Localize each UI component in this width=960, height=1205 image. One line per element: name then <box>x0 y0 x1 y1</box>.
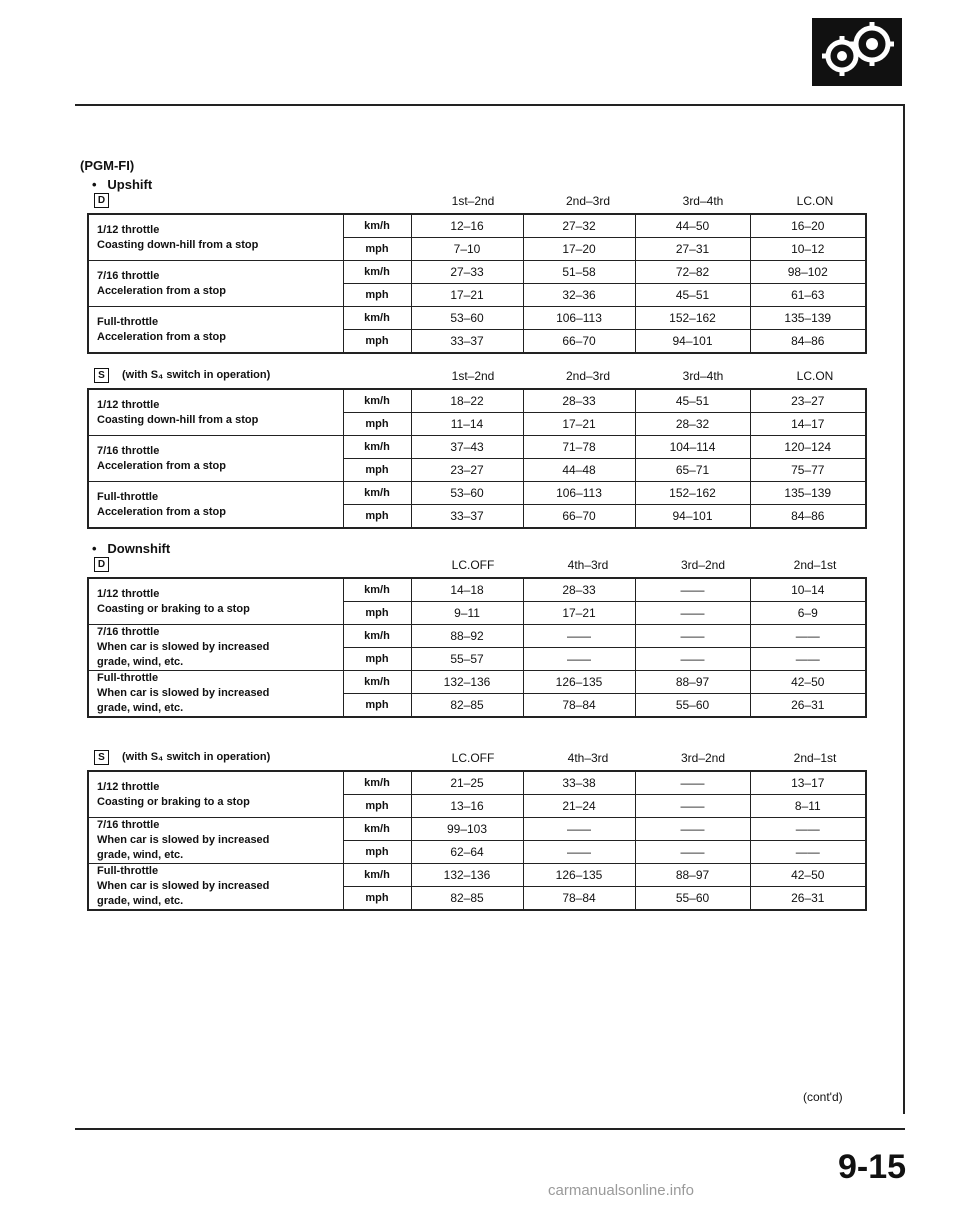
mode-indicator-box: D <box>94 193 109 208</box>
condition-line: Acceleration from a stop <box>97 330 226 343</box>
unit-cell: mph <box>343 887 411 911</box>
speed-cell: 44–48 <box>523 459 635 482</box>
speed-cell: —— <box>523 625 635 648</box>
mode-indicator-box: D <box>94 557 109 572</box>
unit-cell: km/h <box>343 307 411 330</box>
unit-cell: mph <box>343 505 411 529</box>
speed-cell: 27–33 <box>411 261 523 284</box>
speed-cell: 14–18 <box>411 578 523 602</box>
speed-cell: 10–14 <box>750 578 866 602</box>
condition-line: Full-throttle <box>97 490 159 503</box>
table-row <box>88 818 866 841</box>
speed-cell: 55–60 <box>635 694 750 718</box>
shift-speed-table <box>87 770 867 911</box>
speed-cell: 132–136 <box>411 671 523 694</box>
speed-cell: 61–63 <box>750 284 866 307</box>
unit-cell: mph <box>343 284 411 307</box>
condition-line: 1/12 throttle <box>97 223 160 236</box>
speed-cell: 28–33 <box>523 389 635 413</box>
table-row <box>88 307 866 330</box>
speed-cell: 98–102 <box>750 261 866 284</box>
speed-cell: 42–50 <box>750 671 866 694</box>
mode-indicator-box: S <box>94 368 109 383</box>
shift-section-label: • Downshift <box>92 541 171 556</box>
speed-cell: 17–21 <box>523 413 635 436</box>
unit-cell: km/h <box>343 214 411 238</box>
unit-cell: km/h <box>343 671 411 694</box>
condition-line: grade, wind, etc. <box>97 702 184 714</box>
speed-cell: 65–71 <box>635 459 750 482</box>
shift-column-header: 2nd–3rd <box>565 369 611 383</box>
unit-cell: mph <box>343 238 411 261</box>
speed-cell: 27–31 <box>635 238 750 261</box>
speed-cell: 66–70 <box>523 505 635 529</box>
continued-note: (cont'd) <box>803 1090 843 1104</box>
condition-line: Coasting down-hill from a stop <box>97 238 259 251</box>
shift-column-header: LC.OFF <box>451 558 495 572</box>
condition-line: Coasting or braking to a stop <box>97 602 250 615</box>
shift-speed-table <box>87 213 867 354</box>
speed-cell: —— <box>635 818 750 841</box>
condition-line: 7/16 throttle <box>97 626 160 638</box>
speed-cell: 23–27 <box>750 389 866 413</box>
unit-cell: mph <box>343 694 411 718</box>
unit-cell: mph <box>343 602 411 625</box>
speed-cell: 37–43 <box>411 436 523 459</box>
condition-cell <box>88 625 343 671</box>
speed-cell: 75–77 <box>750 459 866 482</box>
shift-section-text: Downshift <box>107 541 171 556</box>
speed-cell: 21–25 <box>411 771 523 795</box>
right-rule <box>903 104 905 1114</box>
unit-cell: mph <box>343 330 411 354</box>
speed-cell: 21–24 <box>523 795 635 818</box>
shift-column-header: 2nd–3rd <box>565 194 611 208</box>
condition-cell <box>88 482 343 529</box>
condition-cell <box>88 436 343 482</box>
table-row <box>88 436 866 459</box>
shift-column-header: LC.OFF <box>451 751 495 765</box>
speed-cell: 53–60 <box>411 482 523 505</box>
speed-cell: 45–51 <box>635 389 750 413</box>
unit-cell: mph <box>343 795 411 818</box>
speed-cell: —— <box>635 578 750 602</box>
shift-column-header: 4th–3rd <box>567 558 609 572</box>
top-rule <box>75 104 905 106</box>
speed-cell: 13–17 <box>750 771 866 795</box>
unit-cell: km/h <box>343 436 411 459</box>
unit-cell: mph <box>343 413 411 436</box>
condition-cell <box>88 818 343 864</box>
shift-speed-table <box>87 577 867 718</box>
speed-cell: 99–103 <box>411 818 523 841</box>
condition-line: When car is slowed by increased <box>97 880 270 892</box>
condition-cell <box>88 771 343 818</box>
speed-cell: 88–97 <box>635 671 750 694</box>
speed-cell: 17–21 <box>523 602 635 625</box>
speed-cell: —— <box>523 648 635 671</box>
shift-column-header: LC.ON <box>796 194 834 208</box>
unit-cell: mph <box>343 841 411 864</box>
speed-cell: 126–135 <box>523 671 635 694</box>
speed-cell: 16–20 <box>750 214 866 238</box>
condition-cell <box>88 307 343 354</box>
speed-cell: —— <box>750 818 866 841</box>
speed-cell: 94–101 <box>635 505 750 529</box>
speed-cell: 13–16 <box>411 795 523 818</box>
mode-note: (with S₄ switch in operation) <box>122 369 271 381</box>
condition-line: When car is slowed by increased <box>97 834 270 846</box>
shift-column-header: 1st–2nd <box>451 369 495 383</box>
speed-cell: 66–70 <box>523 330 635 354</box>
condition-cell <box>88 864 343 911</box>
speed-cell: 32–36 <box>523 284 635 307</box>
shift-section-text: Upshift <box>107 177 153 192</box>
condition-line: Acceleration from a stop <box>97 459 226 472</box>
speed-cell: —— <box>750 841 866 864</box>
shift-column-header: 3rd–2nd <box>680 558 726 572</box>
speed-cell: 26–31 <box>750 887 866 911</box>
condition-cell <box>88 214 343 261</box>
speed-cell: 88–92 <box>411 625 523 648</box>
speed-cell: 9–11 <box>411 602 523 625</box>
speed-cell: —— <box>750 625 866 648</box>
mode-header-row <box>88 368 864 386</box>
speed-cell: 27–32 <box>523 214 635 238</box>
shift-section-label: • Upshift <box>92 177 153 192</box>
condition-line: 7/16 throttle <box>97 444 160 457</box>
speed-cell: —— <box>635 625 750 648</box>
condition-line: Acceleration from a stop <box>97 505 226 518</box>
condition-line: Full-throttle <box>97 315 159 328</box>
unit-cell: mph <box>343 459 411 482</box>
speed-cell: 33–37 <box>411 505 523 529</box>
speed-cell: 72–82 <box>635 261 750 284</box>
condition-line: grade, wind, etc. <box>97 849 184 861</box>
speed-cell: —— <box>523 841 635 864</box>
speed-cell: 106–113 <box>523 307 635 330</box>
shift-column-header: 3rd–2nd <box>680 751 726 765</box>
section-label: (PGM-FI) <box>80 158 135 173</box>
shift-column-header: 3rd–4th <box>682 369 724 383</box>
speed-cell: 6–9 <box>750 602 866 625</box>
speed-cell: 8–11 <box>750 795 866 818</box>
speed-cell: 104–114 <box>635 436 750 459</box>
speed-cell: 84–86 <box>750 330 866 354</box>
speed-cell: 82–85 <box>411 694 523 718</box>
unit-cell: km/h <box>343 864 411 887</box>
unit-cell: mph <box>343 648 411 671</box>
speed-cell: —— <box>523 818 635 841</box>
table-row <box>88 864 866 887</box>
speed-cell: 14–17 <box>750 413 866 436</box>
speed-cell: 33–37 <box>411 330 523 354</box>
speed-cell: 71–78 <box>523 436 635 459</box>
mode-header-row <box>88 193 864 211</box>
table-row <box>88 482 866 505</box>
condition-line: 7/16 throttle <box>97 269 160 282</box>
speed-cell: 45–51 <box>635 284 750 307</box>
speed-cell: 28–33 <box>523 578 635 602</box>
speed-cell: 18–22 <box>411 389 523 413</box>
speed-cell: —— <box>635 648 750 671</box>
speed-cell: 55–60 <box>635 887 750 911</box>
shift-column-header: 2nd–1st <box>793 751 837 765</box>
condition-line: grade, wind, etc. <box>97 895 184 907</box>
table-row <box>88 389 866 413</box>
speed-cell: 132–136 <box>411 864 523 887</box>
unit-cell: km/h <box>343 771 411 795</box>
unit-cell: km/h <box>343 578 411 602</box>
speed-cell: 51–58 <box>523 261 635 284</box>
transmission-gear-icon <box>812 18 902 86</box>
table-row <box>88 625 866 648</box>
speed-cell: 94–101 <box>635 330 750 354</box>
speed-cell: 82–85 <box>411 887 523 911</box>
unit-cell: km/h <box>343 389 411 413</box>
speed-cell: —— <box>750 648 866 671</box>
mode-header-row <box>88 557 864 575</box>
table-row <box>88 578 866 602</box>
speed-cell: —— <box>635 795 750 818</box>
shift-speed-table <box>87 388 867 529</box>
speed-cell: 26–31 <box>750 694 866 718</box>
speed-cell: 88–97 <box>635 864 750 887</box>
bottom-rule <box>75 1128 905 1130</box>
mode-note: (with S₄ switch in operation) <box>122 751 271 763</box>
shift-column-header: 1st–2nd <box>451 194 495 208</box>
condition-cell <box>88 389 343 436</box>
unit-cell: km/h <box>343 482 411 505</box>
shift-column-header: LC.ON <box>796 369 834 383</box>
condition-line: Coasting down-hill from a stop <box>97 413 259 426</box>
speed-cell: 17–21 <box>411 284 523 307</box>
speed-cell: 152–162 <box>635 482 750 505</box>
condition-line: Full-throttle <box>97 672 159 684</box>
table-row <box>88 214 866 238</box>
table-row <box>88 671 866 694</box>
table-row <box>88 261 866 284</box>
speed-cell: 62–64 <box>411 841 523 864</box>
table-row <box>88 771 866 795</box>
condition-line: Full-throttle <box>97 865 159 877</box>
speed-cell: —— <box>635 841 750 864</box>
speed-cell: 17–20 <box>523 238 635 261</box>
condition-line: 7/16 throttle <box>97 819 160 831</box>
shift-column-header: 4th–3rd <box>567 751 609 765</box>
condition-cell <box>88 578 343 625</box>
speed-cell: 126–135 <box>523 864 635 887</box>
unit-cell: km/h <box>343 818 411 841</box>
speed-cell: 106–113 <box>523 482 635 505</box>
speed-cell: —— <box>635 771 750 795</box>
mode-header-row <box>88 750 864 768</box>
condition-line: When car is slowed by increased <box>97 641 270 653</box>
page-number: 9-15 <box>838 1148 907 1186</box>
condition-line: 1/12 throttle <box>97 780 160 793</box>
speed-cell: 44–50 <box>635 214 750 238</box>
speed-cell: 53–60 <box>411 307 523 330</box>
speed-cell: 33–38 <box>523 771 635 795</box>
speed-cell: 84–86 <box>750 505 866 529</box>
condition-line: 1/12 throttle <box>97 398 160 411</box>
speed-cell: 135–139 <box>750 307 866 330</box>
watermark: carmanualsonline.info <box>548 1182 694 1199</box>
speed-cell: 78–84 <box>523 887 635 911</box>
speed-cell: —— <box>635 602 750 625</box>
speed-cell: 7–10 <box>411 238 523 261</box>
condition-line: When car is slowed by increased <box>97 687 270 699</box>
condition-line: Acceleration from a stop <box>97 284 226 297</box>
speed-cell: 10–12 <box>750 238 866 261</box>
speed-cell: 11–14 <box>411 413 523 436</box>
shift-column-header: 2nd–1st <box>793 558 837 572</box>
speed-cell: 78–84 <box>523 694 635 718</box>
speed-cell: 23–27 <box>411 459 523 482</box>
speed-cell: 42–50 <box>750 864 866 887</box>
unit-cell: km/h <box>343 625 411 648</box>
speed-cell: 152–162 <box>635 307 750 330</box>
condition-line: Coasting or braking to a stop <box>97 795 250 808</box>
condition-cell <box>88 671 343 718</box>
speed-cell: 12–16 <box>411 214 523 238</box>
shift-column-header: 3rd–4th <box>682 194 724 208</box>
speed-cell: 55–57 <box>411 648 523 671</box>
speed-cell: 135–139 <box>750 482 866 505</box>
condition-line: 1/12 throttle <box>97 587 160 600</box>
condition-line: grade, wind, etc. <box>97 656 184 668</box>
mode-indicator-box: S <box>94 750 109 765</box>
speed-cell: 120–124 <box>750 436 866 459</box>
speed-cell: 28–32 <box>635 413 750 436</box>
unit-cell: km/h <box>343 261 411 284</box>
condition-cell <box>88 261 343 307</box>
